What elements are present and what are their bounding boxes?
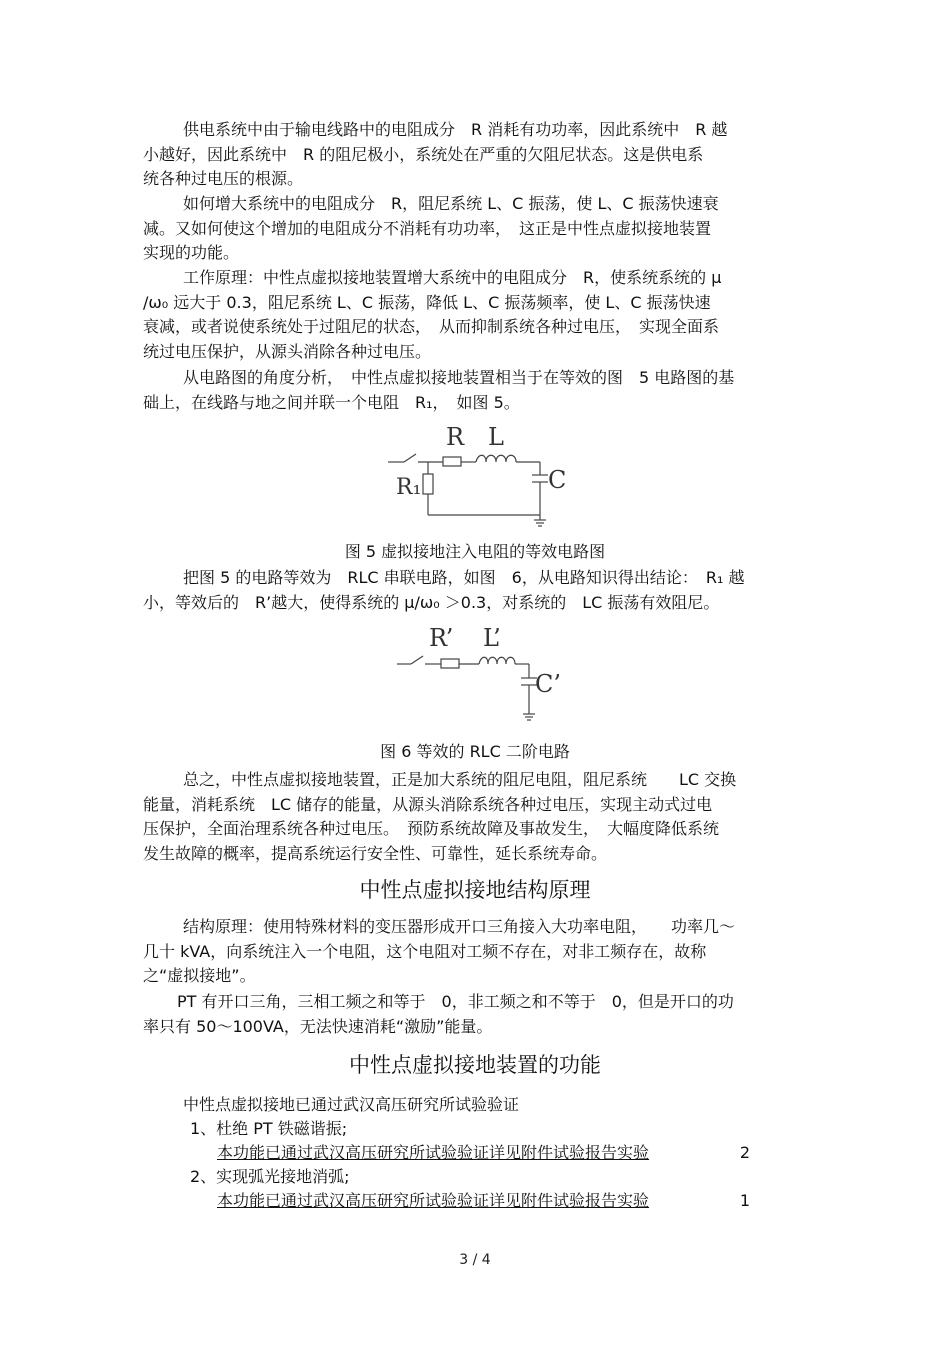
text-line: 发生故障的概率，提高系统运行安全性、可靠性，延长系统寿命。 [143,843,608,863]
paragraph-increase-resistance [143,192,808,266]
figure-5-caption: 图 5 虚拟接地注入电阻的等效电路图 [344,542,606,561]
text-line: 减。又如何使这个增加的电阻成分不消耗有功功率， 这正是中性点虚拟接地装置 [143,218,712,238]
label-l-prime: L’ [483,624,501,652]
paragraph-working-principle [143,266,808,364]
label-r-prime: R’ [429,624,454,652]
function-item-note [217,1141,750,1165]
text-line: 从电路图的角度分析， 中性点虚拟接地装置相当于在等效的图 5 电路图的基 [183,368,735,387]
text-line: 工作原理：中性点虚拟接地装置增大系统中的电阻成分 R，使系统系统的 μ [183,268,722,287]
text-line: 小，等效后的 R’越大，使得系统的 μ/ω₀ ＞0.3，对系统的 LC 振荡有效阻尼。 [143,592,720,612]
text-line: 础上，在线路与地之间并联一个电阻 R₁， 如图 5。 [143,392,520,412]
text-line: 衰减，或者说使系统处于过阻尼的状态， 从而抑制系统各种过电压， 实现全面系 [143,317,720,336]
text-line: 供电系统中由于输电线路中的电阻成分 R 消耗有功功率，因此系统中 R 越 [183,120,728,139]
text-line: 小越好，因此系统中 R 的阻尼极小，系统处在严重的欠阻尼状态。这是供电系 [143,144,704,164]
text-line: 实现的功能。 [143,243,240,262]
function-item-note [217,1189,750,1213]
text-line: 总之，中性点虚拟接地装置，正是加大系统的阻尼电阻，阻尼系统 LC 交换 [183,770,737,789]
note-text: 本功能已通过武汉高压研究所试验验证详见附件试验报告实验 [217,1191,650,1210]
text-line: 结构原理：使用特殊材料的变压器形成开口三角接入大功率电阻， 功率几～ [183,917,736,936]
label-c-prime: C’ [535,670,561,698]
paragraph-equivalent [143,566,808,615]
label-r: R [446,423,465,451]
figure-5-circuit [388,420,576,530]
text-line: 之“虚拟接地”。 [143,966,256,985]
paragraph-summary [143,768,808,866]
paragraph-intro [143,118,808,192]
text-line: 几十 kVA，向系统注入一个电阻，这个电阻对工频不存在，对非工频存在，故称 [143,941,707,961]
label-r1: R₁ [396,475,422,500]
paragraph-pt [143,990,808,1039]
figure-6-caption: 图 6 等效的 RLC 二阶电路 [380,742,570,761]
figure-6-circuit [397,622,562,730]
paragraph-circuit-analysis [143,366,808,415]
text-line: 能量，消耗系统 LC 储存的能量，从源头消除系统各种过电压，实现主动式过电 [143,794,713,814]
text-line: 把图 5 的电路等效为 RLC 串联电路，如图 6，从电路知识得出结论： R₁ 越 [183,568,745,587]
text-line: /ω₀ 远大于 0.3，阻尼系统 L、C 振荡，降低 L、C 振荡频率，使 L、C 振荡快速 [143,292,711,312]
functions-intro: 中性点虚拟接地已通过武汉高压研究所试验验证 [183,1095,520,1114]
text-line: PT 有开口三角，三相工频之和等于 0，非工频之和不等于 0，但是开口的功 [177,992,734,1011]
function-item-label: 2、实现弧光接地消弧; [190,1167,350,1186]
text-line: 统各种过电压的根源。 [143,169,304,188]
note-number: 1 [739,1191,750,1210]
note-text: 本功能已通过武汉高压研究所试验验证详见附件试验报告实验 [217,1143,650,1162]
text-line: 如何增大系统中的电阻成分 R，阻尼系统 L、C 振荡，使 L、C 振荡快速衰 [183,194,719,213]
text-line: 统过电压保护，从源头消除各种过电压。 [143,341,432,361]
note-number: 2 [739,1143,750,1162]
heading-device-functions: 中性点虚拟接地装置的功能 [349,1053,601,1077]
label-l: L [488,423,504,451]
heading-structure-principle: 中性点虚拟接地结构原理 [359,878,591,902]
page-number: 3 / 4 [459,1252,491,1268]
text-line: 率只有 50～100VA，无法快速消耗“激励”能量。 [143,1016,493,1036]
paragraph-structure [143,915,808,989]
label-c: C [548,466,567,494]
text-line: 压保护，全面治理系统各种过电压。 预防系统故障及事故发生， 大幅度降低系统 [143,819,720,838]
function-item-label: 1、杜绝 PT 铁磁谐振; [190,1119,348,1138]
